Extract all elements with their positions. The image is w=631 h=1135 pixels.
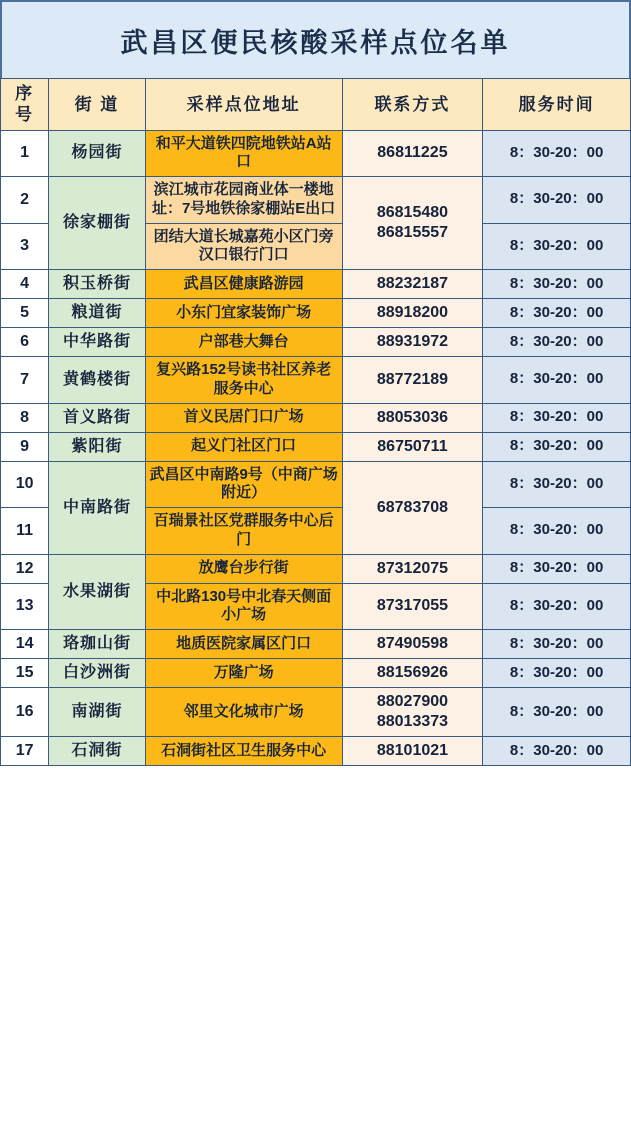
column-header-phone: 联系方式 [342, 79, 483, 131]
cell-phone: 86811225 [342, 130, 483, 177]
table-row [1, 737, 631, 766]
cell-service-time: 8：30-20：00 [483, 357, 631, 404]
cell-service-time: 8：30-20：00 [483, 508, 631, 555]
cell-index: 9 [1, 432, 49, 461]
cell-index: 2 [1, 177, 49, 224]
table-row [1, 630, 631, 659]
cell-service-time: 8：30-20：00 [483, 130, 631, 177]
cell-address: 起义门社区门口 [145, 432, 342, 461]
cell-phone: 88156926 [342, 659, 483, 688]
cell-street: 杨园街 [49, 130, 145, 177]
table-head [1, 79, 631, 131]
table-row [1, 554, 631, 583]
cell-street: 珞珈山街 [49, 630, 145, 659]
cell-street: 中华路街 [49, 328, 145, 357]
cell-street: 积玉桥街 [49, 270, 145, 299]
table-row [1, 177, 631, 224]
cell-phone: 88101021 [342, 737, 483, 766]
table-row [1, 432, 631, 461]
cell-index: 14 [1, 630, 49, 659]
column-header-address: 采样点位地址 [145, 79, 342, 131]
cell-service-time: 8：30-20：00 [483, 403, 631, 432]
cell-service-time: 8：30-20：00 [483, 270, 631, 299]
cell-service-time: 8：30-20：00 [483, 630, 631, 659]
cell-index: 4 [1, 270, 49, 299]
column-header-street: 街 道 [49, 79, 145, 131]
cell-street: 石洞街 [49, 737, 145, 766]
page-title: 武昌区便民核酸采样点位名单 [120, 27, 511, 58]
cell-service-time: 8：30-20：00 [483, 688, 631, 737]
cell-address: 首义民居门口广场 [145, 403, 342, 432]
cell-street: 首义路街 [49, 403, 145, 432]
column-header-time: 服务时间 [483, 79, 631, 131]
cell-phone: 88232187 [342, 270, 483, 299]
cell-street: 白沙洲街 [49, 659, 145, 688]
cell-address: 复兴路152号读书社区养老服务中心 [145, 357, 342, 404]
cell-service-time: 8：30-20：00 [483, 223, 631, 270]
cell-phone: 68783708 [342, 461, 483, 554]
cell-service-time: 8：30-20：00 [483, 328, 631, 357]
cell-phone: 88053036 [342, 403, 483, 432]
cell-street: 南湖街 [49, 688, 145, 737]
cell-index: 13 [1, 583, 49, 630]
table-body [1, 130, 631, 766]
cell-address: 户部巷大舞台 [145, 328, 342, 357]
cell-phone: 88027900 88013373 [342, 688, 483, 737]
cell-street: 水果湖街 [49, 554, 145, 630]
table-row [1, 299, 631, 328]
sampling-sites-table [0, 78, 631, 766]
cell-street: 黄鹤楼街 [49, 357, 145, 404]
cell-service-time: 8：30-20：00 [483, 299, 631, 328]
table-row [1, 270, 631, 299]
cell-address: 石洞街社区卫生服务中心 [145, 737, 342, 766]
cell-address: 百瑞景社区党群服务中心后门 [145, 508, 342, 555]
cell-phone: 86815480 86815557 [342, 177, 483, 270]
cell-address: 万隆广场 [145, 659, 342, 688]
table-row [1, 130, 631, 177]
cell-index: 8 [1, 403, 49, 432]
cell-index: 11 [1, 508, 49, 555]
table-header-row [1, 79, 631, 131]
cell-service-time: 8：30-20：00 [483, 554, 631, 583]
cell-street: 中南路街 [49, 461, 145, 554]
cell-phone: 87312075 [342, 554, 483, 583]
cell-service-time: 8：30-20：00 [483, 177, 631, 224]
column-header-index: 序 号 [1, 79, 49, 131]
cell-index: 15 [1, 659, 49, 688]
table-row [1, 659, 631, 688]
cell-street: 粮道街 [49, 299, 145, 328]
cell-service-time: 8：30-20：00 [483, 659, 631, 688]
cell-address: 武昌区健康路游园 [145, 270, 342, 299]
cell-index: 7 [1, 357, 49, 404]
cell-address: 和平大道铁四院地铁站A站口 [145, 130, 342, 177]
table-row [1, 403, 631, 432]
table-row [1, 328, 631, 357]
cell-address: 团结大道长城嘉苑小区门旁汉口银行门口 [145, 223, 342, 270]
cell-address: 放鹰台步行街 [145, 554, 342, 583]
cell-index: 3 [1, 223, 49, 270]
cell-address: 地质医院家属区门口 [145, 630, 342, 659]
cell-street: 紫阳街 [49, 432, 145, 461]
cell-address: 小东门宜家装饰广场 [145, 299, 342, 328]
cell-phone: 88772189 [342, 357, 483, 404]
cell-phone: 88931972 [342, 328, 483, 357]
cell-address: 中北路130号中北春天侧面小广场 [145, 583, 342, 630]
cell-index: 1 [1, 130, 49, 177]
cell-phone: 86750711 [342, 432, 483, 461]
cell-phone: 87490598 [342, 630, 483, 659]
cell-phone: 88918200 [342, 299, 483, 328]
cell-index: 17 [1, 737, 49, 766]
cell-index: 6 [1, 328, 49, 357]
table-row [1, 357, 631, 404]
cell-street: 徐家棚街 [49, 177, 145, 270]
cell-index: 5 [1, 299, 49, 328]
cell-address: 滨江城市花园商业体一楼地址：7号地铁徐家棚站E出口 [145, 177, 342, 224]
cell-service-time: 8：30-20：00 [483, 432, 631, 461]
table-row [1, 688, 631, 737]
cell-service-time: 8：30-20：00 [483, 461, 631, 508]
table-row [1, 461, 631, 508]
cell-index: 16 [1, 688, 49, 737]
document-title-bar [0, 0, 631, 78]
cell-address: 武昌区中南路9号（中商广场附近） [145, 461, 342, 508]
cell-service-time: 8：30-20：00 [483, 737, 631, 766]
cell-phone: 87317055 [342, 583, 483, 630]
cell-index: 10 [1, 461, 49, 508]
cell-address: 邻里文化城市广场 [145, 688, 342, 737]
cell-index: 12 [1, 554, 49, 583]
cell-service-time: 8：30-20：00 [483, 583, 631, 630]
